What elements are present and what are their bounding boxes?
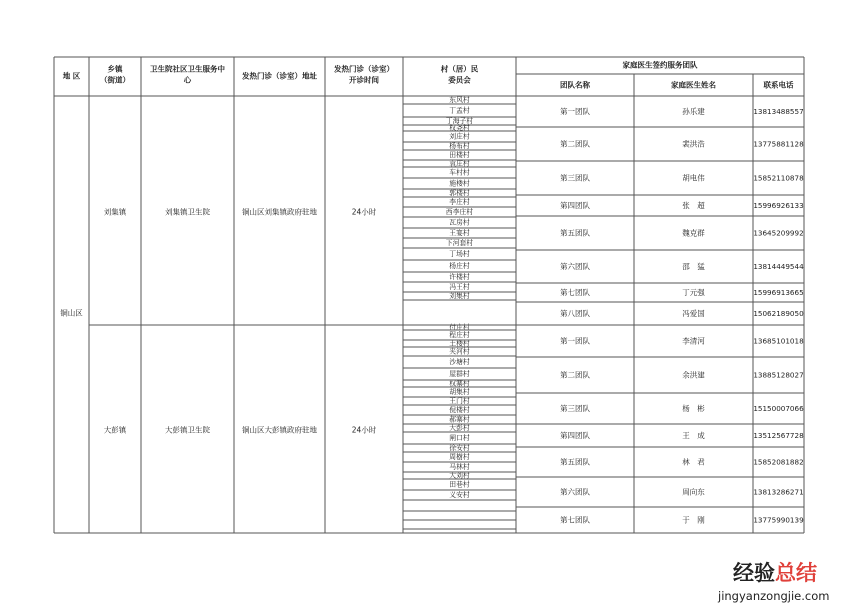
doctor-phone: 13645209992: [753, 228, 804, 238]
doctor-phone: 13775881128: [753, 139, 804, 149]
header-hospital-cont: 心: [183, 75, 192, 85]
doctor-phone: 15852110878: [753, 173, 804, 183]
header-town: 乡镇: [107, 64, 123, 74]
village-name: 郭楼村: [449, 189, 470, 197]
team-name: 第六团队: [560, 262, 590, 271]
village-name: 土楼村: [449, 339, 470, 348]
doctor-phone: 13885128027: [753, 370, 804, 380]
village-name: 权寨村: [449, 379, 470, 388]
doctor-name: 魏克群: [682, 228, 705, 238]
village-name: 夹河村: [449, 347, 470, 356]
village-name: 刘集村: [449, 292, 470, 300]
village-name: 大彭村: [449, 424, 470, 432]
village-name: 瓦房村: [449, 218, 470, 227]
doctor-phone: 15852081882: [753, 457, 804, 467]
town-name: 刘集镇: [103, 207, 127, 217]
clinic-hours: 24小时: [351, 425, 377, 435]
header-service-team: 家庭医生签约服务团队: [622, 60, 698, 70]
team-name: 第三团队: [560, 404, 590, 413]
watermark-title-part2: 总结: [775, 561, 817, 585]
village-name: 周樹村: [449, 453, 470, 461]
team-name: 第七团队: [560, 288, 590, 297]
hospital-name: 刘集镇卫生院: [165, 207, 210, 217]
doctor-phone: 13813488557: [753, 107, 804, 116]
village-name: 胡集村: [449, 388, 470, 396]
doctor-name: 裴洪浩: [682, 139, 705, 149]
header-clinic-address: 发热门诊（诊室）地址: [242, 71, 317, 81]
village-name: 沙塘村: [449, 358, 470, 366]
doctor-name: 于 刚: [682, 515, 705, 525]
header-doctor-name: 家庭医生姓名: [671, 80, 716, 90]
village-name: 刘庄村: [449, 132, 470, 141]
header-village: 村（居）民: [440, 64, 479, 74]
clinic-address: 铜山区大彭镇政府驻地: [242, 425, 317, 435]
header-phone: 联系电话: [763, 80, 794, 90]
village-name: 西李庄村: [445, 208, 474, 216]
village-name: 大刘村: [449, 471, 470, 480]
team-name: 第七团队: [560, 515, 590, 525]
team-name: 第八团队: [560, 309, 590, 318]
village-name: 施楼村: [449, 179, 470, 188]
watermark-title: [733, 561, 817, 585]
doctor-name: 余洪建: [682, 370, 705, 380]
doctor-phone: 15996926133: [753, 201, 804, 210]
village-name: 冯王村: [449, 283, 470, 291]
village-name: 屋群村: [449, 370, 470, 378]
village-name: 许楼村: [449, 273, 470, 281]
doctor-name: 冯爱国: [682, 309, 705, 318]
team-name: 第二团队: [560, 370, 590, 380]
village-name: 袁庄村: [449, 159, 470, 168]
doctor-name: 王 成: [682, 431, 705, 440]
doctor-name: 邵 猛: [682, 262, 705, 271]
village-name: 王宴村: [449, 229, 470, 237]
village-name: 徐安村: [449, 444, 470, 452]
doctor-phone: 13775990139: [753, 515, 804, 525]
village-name: 车村村: [449, 168, 470, 177]
header-village-sub: 委员会: [448, 75, 471, 85]
header-town-sub: （街道）: [100, 75, 130, 85]
doctor-name: 周向东: [682, 487, 705, 497]
doctor-name: 孙乐建: [682, 107, 705, 116]
village-name: 郝寨村: [449, 415, 470, 424]
village-name: 权尧村: [449, 124, 470, 132]
team-name: 第一团队: [560, 107, 590, 116]
doctor-phone: 13685101018: [753, 336, 804, 346]
village-name: 闸口村: [449, 434, 470, 442]
team-name: 第四团队: [560, 431, 590, 440]
team-name: 第五团队: [560, 457, 590, 467]
village-name: 杨庄村: [449, 262, 470, 270]
clinic-hours: 24小时: [351, 207, 377, 217]
team-name: 第一团队: [560, 336, 590, 346]
doctor-name: 胡电伟: [682, 173, 705, 183]
doctor-name: 杨 彬: [682, 404, 705, 413]
doctor-name: 李清河: [682, 336, 705, 346]
village-name: 田巷村: [449, 480, 470, 489]
team-name: 第六团队: [560, 487, 590, 497]
village-name: 田楼村: [449, 151, 470, 159]
village-name: 马林村: [449, 463, 470, 471]
watermark: [717, 561, 829, 603]
clinic-address: 铜山区刘集镇政府驻地: [242, 207, 317, 217]
doctor-name: 林 君: [682, 457, 705, 467]
doctor-phone: 13512567728: [753, 431, 804, 440]
village-name: 倪楼村: [449, 406, 470, 414]
watermark-title-part1: 经验: [733, 561, 775, 585]
village-name: 丁孟村: [449, 106, 470, 115]
doctor-phone: 13813286271: [753, 487, 804, 497]
town-name: 大彭镇: [103, 425, 127, 435]
header-hours: 发热门诊（诊室）: [334, 64, 394, 74]
header-team-name: 团队名称: [560, 80, 590, 90]
team-name: 第五团队: [560, 228, 590, 238]
watermark-url: jingyanzongjie.com: [718, 589, 830, 603]
village-name: 丁场村: [449, 250, 470, 258]
header-hours-sub: 开诊时间: [349, 75, 379, 85]
village-name: 丁海子村: [445, 117, 474, 125]
hospital-name: 大彭镇卫生院: [165, 425, 210, 435]
doctor-phone: 13814449544: [753, 262, 804, 271]
header-region: 地 区: [62, 71, 81, 81]
region-cell: 铜山区: [60, 308, 83, 318]
village-name: 程庄村: [449, 331, 470, 339]
village-name: 义安村: [449, 491, 470, 499]
team-name: 第二团队: [560, 139, 590, 149]
header-hospital: 卫生院社区卫生服务中: [150, 64, 225, 74]
village-name: 李庄村: [449, 198, 470, 206]
doctor-phone: 15996913665: [753, 288, 804, 297]
doctor-phone: 15062189050: [753, 309, 804, 318]
village-name: 王门村: [449, 397, 470, 405]
doctor-phone: 15150007066: [753, 404, 804, 413]
village-name: 下河套村: [445, 239, 474, 247]
village-name: 杨布村: [449, 142, 470, 150]
village-name: 付庄村: [449, 323, 470, 332]
village-name: 东风村: [449, 96, 470, 104]
team-name: 第三团队: [560, 173, 590, 183]
doctor-name: 丁元强: [682, 288, 705, 297]
team-name: 第四团队: [560, 201, 590, 210]
doctor-name: 张 超: [682, 201, 705, 210]
